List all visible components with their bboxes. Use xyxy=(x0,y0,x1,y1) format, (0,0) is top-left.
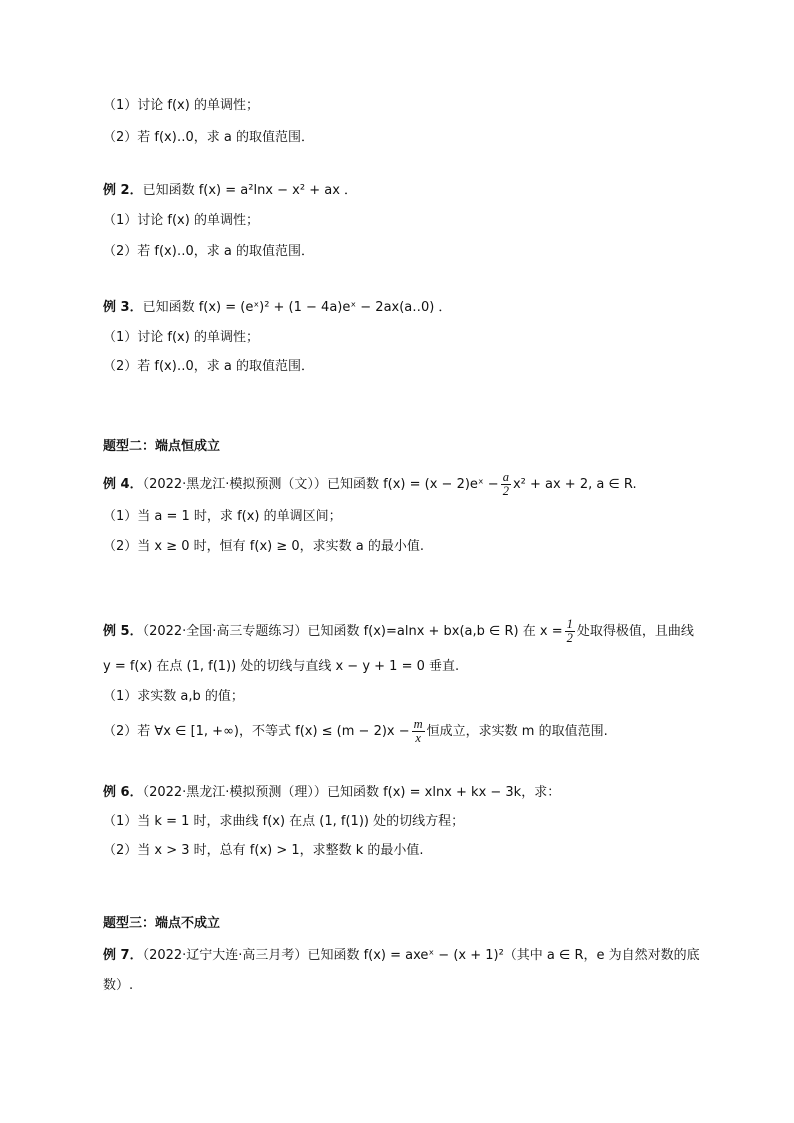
example-7-label: 例 7． xyxy=(103,948,143,963)
example-2-label: 例 2． xyxy=(103,183,143,198)
example-5-stem xyxy=(0,617,694,647)
example-5-item-2-text-a: （2）若 ∀x ∈ [1, +∞)，不等式 f(x) ≤ (m − 2)x − xyxy=(103,724,410,739)
example-7-stem xyxy=(0,947,700,965)
example-6-label: 例 6． xyxy=(103,785,143,800)
example-5-fraction xyxy=(565,618,575,645)
intro-item-1: （1）讨论 f(x) 的单调性； xyxy=(103,98,259,113)
example-4-frac-num: a xyxy=(502,470,509,484)
example-5-text-b: 处取得极值，且曲线 xyxy=(576,624,694,639)
example-5-source: （2022·全国·高三专题练习） xyxy=(142,624,308,639)
example-3-item-2: （2）若 f(x)‥0，求 a 的取值范围． xyxy=(103,359,314,374)
example-5-stem-line-2: y = f(x) 在点 (1, f(1)) 处的切线与直线 x − y + 1 = 0 垂直. xyxy=(103,659,460,674)
example-5-item-2-text-b: 恒成立，求实数 m 的取值范围. xyxy=(426,724,608,739)
example-4-stem xyxy=(0,470,637,500)
example-4-source: （2022·黑龙江·模拟预测（文）） xyxy=(142,477,327,492)
example-6-item-2: （2）当 x > 3 时，总有 f(x) > 1，求整数 k 的最小值. xyxy=(103,843,424,858)
example-6-item-1: （1）当 k = 1 时，求曲线 f(x) 在点 (1, f(1)) 处的切线方程； xyxy=(103,814,465,829)
example-5-item-2-frac-num: m xyxy=(413,717,423,731)
example-4-text-a: 已知函数 f(x) = (x − 2)eˣ − xyxy=(326,477,499,492)
example-5-label: 例 5． xyxy=(103,624,143,639)
example-5-item-2-frac-den: x xyxy=(415,731,421,745)
example-3-stem xyxy=(0,299,451,317)
example-3-item-1: （1）讨论 f(x) 的单调性； xyxy=(103,330,259,345)
example-4-item-2: （2）当 x ≥ 0 时，恒有 f(x) ≥ 0，求实数 a 的最小值. xyxy=(103,539,424,554)
example-3-label: 例 3． xyxy=(103,300,143,315)
example-2-item-2: （2）若 f(x)‥0，求 a 的取值范围． xyxy=(103,244,314,259)
example-2-stem xyxy=(0,182,357,200)
example-7-text-a: 已知函数 f(x) = axeˣ − (x + 1)²（其中 a ∈ R，e 为自然对数的底 xyxy=(307,948,700,963)
example-4-fraction xyxy=(501,471,511,498)
example-5-frac-num: 1 xyxy=(566,617,573,631)
section-heading-3: 题型三：端点不成立 xyxy=(103,916,221,931)
example-6-source: （2022·黑龙江·模拟预测（理）） xyxy=(142,785,327,800)
example-5-item-2 xyxy=(0,717,608,747)
example-7-stem-line-2: 数）. xyxy=(103,978,134,993)
example-4-frac-den: 2 xyxy=(502,484,509,498)
example-7-source: （2022·辽宁大连·高三月考） xyxy=(142,948,308,963)
example-5-item-1: （1）求实数 a,b 的值； xyxy=(103,689,244,704)
example-6-text: 已知函数 f(x) = xlnx + kx − 3k，求： xyxy=(326,785,561,800)
example-5-item-2-fraction xyxy=(412,718,425,745)
section-heading-2: 题型二：端点恒成立 xyxy=(103,439,221,454)
example-2-item-1: （1）讨论 f(x) 的单调性； xyxy=(103,213,259,228)
example-5-frac-den: 2 xyxy=(566,631,573,645)
example-4-label: 例 4． xyxy=(103,477,143,492)
example-5-text-a: 已知函数 f(x)=alnx + bx(a,b ∈ R) 在 x = xyxy=(307,624,563,639)
intro-item-2: （2）若 f(x)‥0，求 a 的取值范围． xyxy=(103,130,314,145)
example-2-text: 已知函数 f(x) = a²lnx − x² + ax ． xyxy=(142,183,358,198)
example-6-stem xyxy=(0,784,560,802)
example-4-text-b: x² + ax + 2, a ∈ R. xyxy=(512,477,637,492)
example-3-text: 已知函数 f(x) = (eˣ)² + (1 − 4a)eˣ − 2ax(a‥0) ． xyxy=(142,300,452,315)
example-4-item-1: （1）当 a = 1 时，求 f(x) 的单调区间； xyxy=(103,509,342,524)
